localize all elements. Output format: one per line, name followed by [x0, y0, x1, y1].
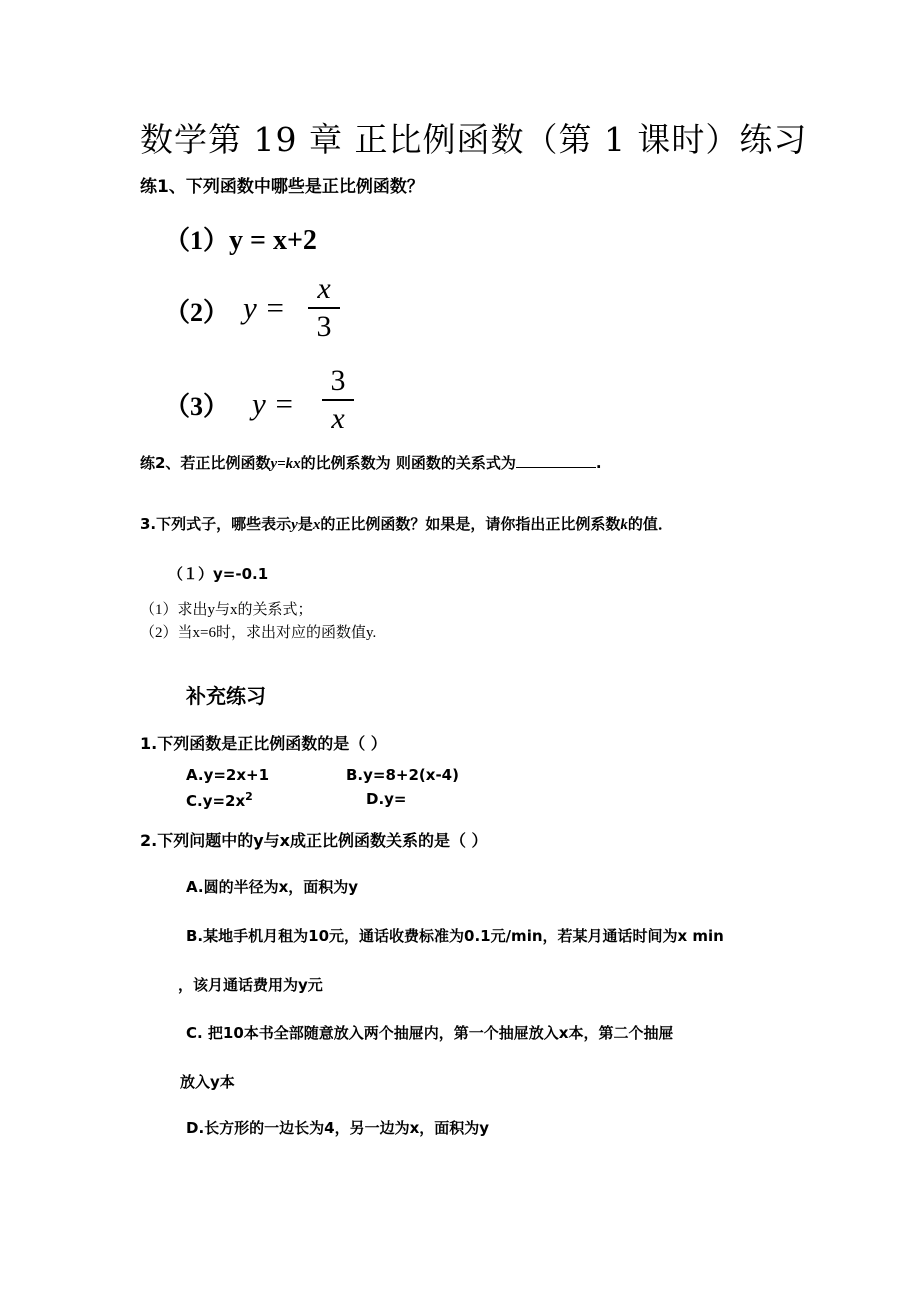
q1-option-d[interactable]: D.y= — [366, 790, 407, 808]
q2-option-a[interactable]: A.圆的半径为x，面积为y — [186, 878, 359, 896]
supplement-q2-stem: 2.下列问题中的y与x成正比例函数关系的是（ ） — [140, 831, 488, 850]
fraction-bar — [308, 307, 340, 309]
exercise-3-item-1: （１）y=-0.1 — [168, 565, 269, 583]
exercise-1-item-2-lhs: y = — [243, 290, 286, 325]
page-title: 数学第 19 章 正比例函数（第 1 课时）练习 — [140, 120, 808, 159]
exercise-1-item-3-fraction — [322, 364, 354, 436]
exercise-1-item-1 — [164, 220, 317, 257]
q2-option-d[interactable]: D.长方形的一边长为4，另一边为x，面积为y — [186, 1119, 490, 1137]
q1-option-a[interactable]: A.y=2x+1 — [186, 766, 270, 784]
formula: y = x+2 — [229, 225, 317, 256]
denominator: x — [331, 402, 345, 435]
exercise-1-prompt: 练1、下列函数中哪些是正比例函数？ — [140, 177, 424, 197]
item-label: （1） — [164, 226, 230, 255]
q2-option-b-line-1[interactable]: B.某地手机月租为10元，通话收费标准为0.1元/min，若某月通话时间为x min — [186, 927, 724, 945]
fraction-bar — [322, 399, 354, 401]
q2-option-b-line-2: ，该月通话费用为y元 — [178, 976, 323, 994]
denominator: 3 — [316, 310, 332, 343]
exercise-2: 练2、若正比例函数y=kx的比例系数为 则函数的关系式为 . — [140, 454, 602, 472]
numerator: 3 — [330, 364, 346, 397]
exercise-1-item-3-lhs: y = — [252, 386, 295, 421]
exercise-3-prompt: 3.下列式子，哪些表示y是x的正比例函数？如果是，请你指出正比例系数k的值． — [140, 515, 673, 533]
answer-blank[interactable] — [516, 453, 596, 468]
exercise-3-sub-1: （1）求出y与x的关系式； — [140, 602, 313, 618]
q2-option-c-line-1[interactable]: C. 把10本书全部随意放入两个抽屉内，第一个抽屉放入x本，第二个抽屉 — [186, 1024, 674, 1042]
exercise-1-item-2-label: （2） — [164, 298, 230, 327]
q2-option-c-line-2: 放入y本 — [180, 1073, 235, 1091]
q1-option-b[interactable]: B.y=8+2(x-4) — [346, 766, 459, 784]
exercise-1-item-3-label: （3） — [164, 392, 230, 421]
exercise-3-sub-2: （2）当x=6时，求出对应的函数值y. — [140, 625, 377, 641]
numerator: x — [317, 272, 331, 305]
supplement-heading: 补充练习 — [186, 684, 266, 708]
q1-option-c[interactable]: $C.y=2x^2$ — [186, 790, 253, 810]
supplement-q1-stem: 1.下列函数是正比例函数的是（ ） — [140, 734, 387, 753]
exercise-1-item-2-fraction — [308, 272, 340, 344]
